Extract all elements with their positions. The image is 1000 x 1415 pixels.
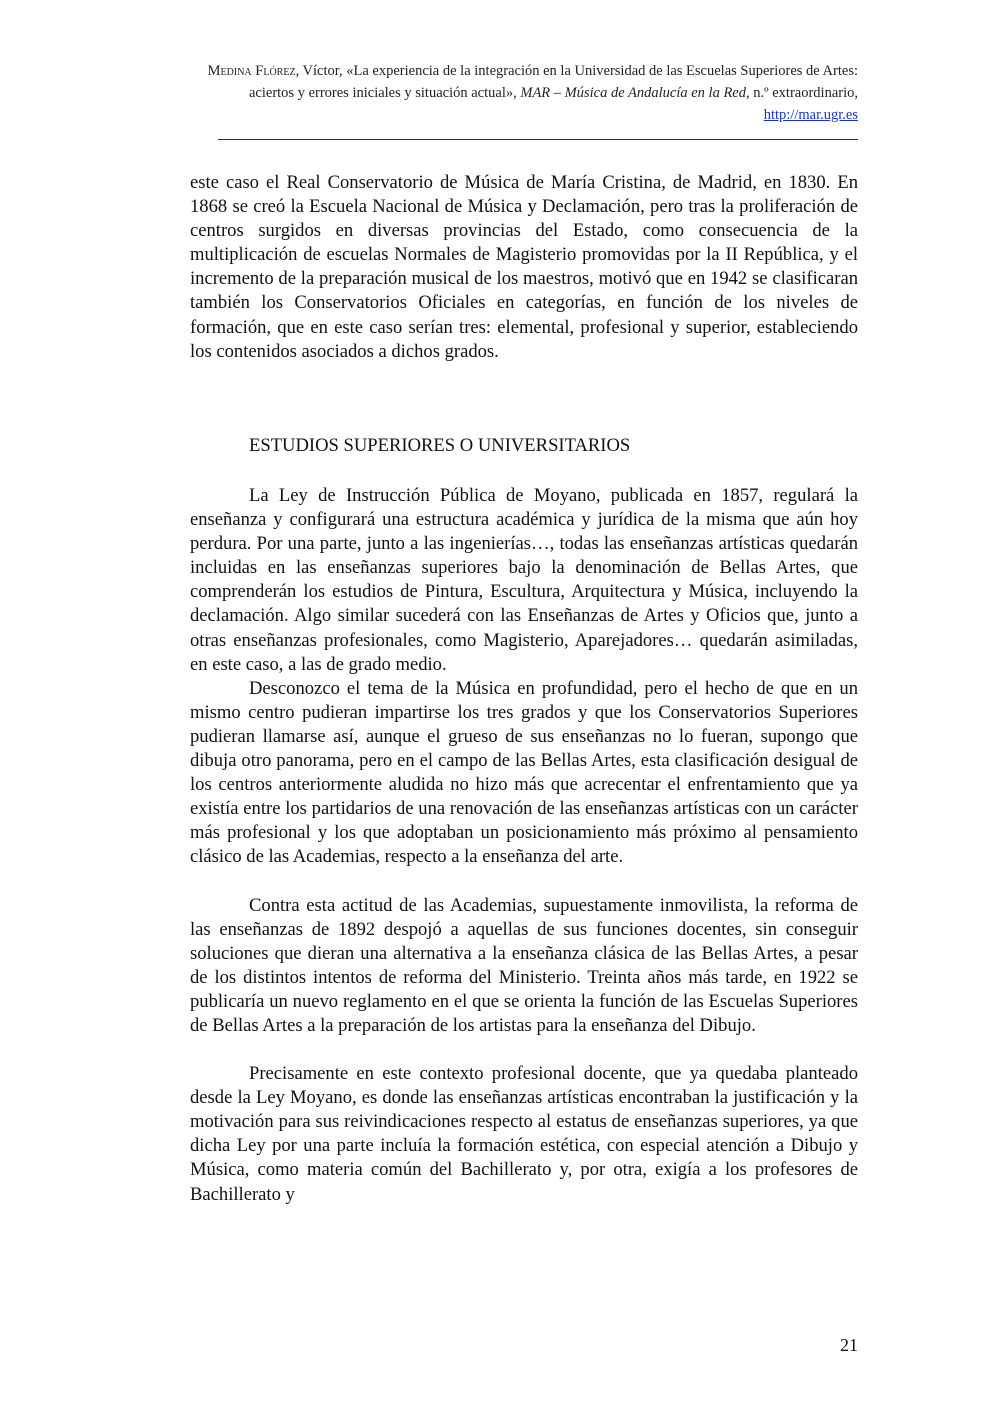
paragraph-5: Precisamente en este contexto profesional docente, que ya quedaba planteado desde la Ley Moyano, es donde las enseñanzas artísticas encontraban la justificación y la motivación para sus reivindicaciones respecto al estatus de enseñanzas superiores, ya que dicha Ley por una parte incluía la formación estética, con especial atención a Dibujo y Música, como materia común del Bachillerato y, por otra, exigía a los profesores de Bachillerato y xyxy=(190,1063,858,1205)
section-body xyxy=(190,484,858,1207)
journal-title: MAR – Música de Andalucía en la Red, xyxy=(520,85,750,101)
issue-text: n.º extraordinario, xyxy=(749,85,858,101)
paragraph-1: este caso el Real Conservatorio de Música de María Cristina, de Madrid, en 1830. En 1868 se creó la Escuela Nacional de Música y Declamación, pero tras la proliferación de centros surgidos en diversas provincias del Estado, como consecuencia de la multiplicación de escuelas Normales de Magisterio promovidas por la II República, y el incremento de la preparación musical de los maestros, motivó que en 1942 se clasificaran también los Conservatorios Oficiales en categorías, en función de los niveles de formación, que en este caso serían tres: elemental, profesional y superior, estableciendo los contenidos asociados a dichos grados. xyxy=(190,172,858,362)
running-header xyxy=(200,60,858,126)
section-heading: ESTUDIOS SUPERIORES O UNIVERSITARIOS xyxy=(249,435,631,456)
journal-url-link[interactable]: http://mar.ugr.es xyxy=(763,107,858,123)
header-divider xyxy=(218,139,858,140)
page-number: 21 xyxy=(840,1335,858,1355)
paragraph-4: Contra esta actitud de las Academias, supuestamente inmovilista, la reforma de las enseñanzas de 1892 despojó a aquellas de sus funciones docentes, sin conseguir soluciones que dieran una alternativa a la enseñanza clásica de las Bellas Artes, a pesar de los distintos intentos de reforma del Ministerio. Treinta años más tarde, en 1922 se publicaría un nuevo reglamento en el que se orienta la función de las Escuelas Superiores de Bellas Artes a la preparación de los artistas para la enseñanza del Dibujo. xyxy=(190,894,858,1036)
author-surname: Medina Flórez xyxy=(207,63,296,79)
citation-text: , Víctor, «La experiencia de la integración en la Universidad de las Escuelas Superiores de Artes: aciertos y errores iniciales y situación actual», xyxy=(248,63,858,101)
paragraph-continuation xyxy=(190,171,858,364)
paragraph-2: La Ley de Instrucción Pública de Moyano, publicada en 1857, regulará la enseñanza y configurará una estructura académica y jurídica de la misma que aún hoy perdura. Por una parte, junto a las ingenierías…, todas las enseñanzas artísticas quedarán incluidas en las enseñanzas superiores bajo la denominación de Bellas Artes, que comprenderán los estudios de Pintura, Escultura, Arquitectura y Música, incluyendo la declamación. Algo similar sucederá con las Enseñanzas de Artes y Oficios que, junto a otras enseñanzas profesionales, como Magisterio, Aparejadores… quedarán asimiladas, en este caso, a las de grado medio. xyxy=(190,485,858,675)
paragraph-3: Desconozco el tema de la Música en profundidad, pero el hecho de que en un mismo centro pudieran impartirse los tres grados y que los Conservatorios Superiores pudieran llamarse así, aunque el grueso de sus enseñanzas no lo fueran, supongo que dibuja otro panorama, pero en el campo de las Bellas Artes, esta clasificación desigual de los centros anteriormente aludida no hizo más que acrecentar el enfrentamiento que ya existía entre los partidarios de una renovación de las enseñanzas artísticas con un carácter más profesional y los que adoptaban un posicionamiento más próximo al pensamiento clásico de las Academias, respecto a la enseñanza del arte. xyxy=(190,677,858,868)
